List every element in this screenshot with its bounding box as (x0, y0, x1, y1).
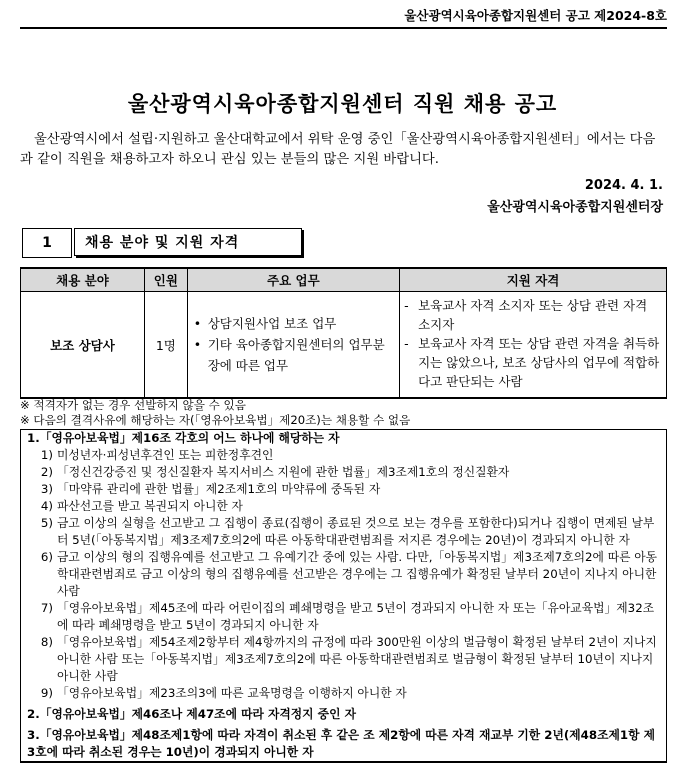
bullet-icon: • (193, 316, 202, 331)
note-no-selection: ※ 적격자가 없는 경우 선발하지 않을 수 있음 (20, 398, 246, 412)
list-item: 9) 「영유아보육법」제23조의3에 따른 교육명령을 이행하지 아니한 자 (40, 686, 407, 700)
job-count: 1명 (144, 292, 187, 399)
list-item: 2) 「정신건강증진 및 정신질환자 복지서비스 지원에 관한 법률」제3조제1호의 정신질환자 (40, 465, 510, 479)
dash-icon: - (404, 298, 409, 313)
job-field: 보조 상담사 (21, 292, 145, 399)
header-qualifications: 지원 자격 (400, 268, 667, 292)
duty-text: 상담지원사업 보조 업무 (207, 316, 337, 331)
list-item (194, 313, 395, 334)
list-item: 4) 파산선고를 받고 복권되지 아니한 자 (40, 499, 243, 513)
header-field: 채용 분야 (21, 268, 145, 292)
job-qualifications (400, 292, 667, 399)
header-divider (20, 27, 667, 29)
duty-text: 기타 육아종합지원센터의 업무분장에 따른 업무 (207, 337, 385, 373)
qualification-text: 보육교사 자격 또는 상담 관련 자격을 취득하지는 않았으나, 보조 상담사의 업무에 적합하다고 판단되는 사람 (418, 336, 660, 389)
list-item (404, 296, 662, 334)
notice-number: 울산광역시육아종합지원센터 공고 제2024-8호 (404, 8, 667, 23)
list-item (194, 334, 395, 376)
section-number: 1 (22, 228, 72, 258)
list-item: 6) 금고 이상의 형의 집행유예를 선고받고 그 유예기간 중에 있는 사람. 다만,「아동복지법」제3조제7호의2에 따른 아동학대관련범죄로 금고 이상의 형의 집행유예를 선고받은 경우에는 그 집행유예가 확정된 날부터 20년이 지나지 아니한 사람 (40, 550, 658, 598)
bullet-icon: • (193, 337, 202, 352)
qualification-text: 보육교사 자격 소지자 또는 상담 관련 자격 소지자 (418, 298, 648, 332)
table-header-row (21, 268, 667, 292)
list-item: 3) 「마약류 관리에 관한 법률」제2조제1호의 마약류에 중독된 자 (40, 482, 381, 496)
notice-date: 2024. 4. 1. (584, 178, 663, 193)
disqualification-box (20, 429, 667, 763)
table-row (21, 292, 667, 399)
note-disqualification: ※ 다음의 결격사유에 해당하는 자(「영유아보육법」제20조)는 채용할 수 없음 (20, 413, 411, 427)
disqualification-group-1: 1.「영유아보육법」제16조 각호의 어느 하나에 해당하는 자 (27, 431, 340, 445)
recruitment-table (20, 267, 667, 399)
list-item: 1) 미성년자·피성년후견인 또는 피한정후견인 (40, 448, 274, 462)
disqualification-group-2: 2.「영유아보육법」제46조나 제47조에 따라 자격정지 중인 자 (27, 707, 356, 721)
list-item: 8) 「영유아보육법」제54조제2항부터 제4항까지의 규정에 따라 300만원 이상의 벌금형이 확정된 날부터 2년이 지나지 아니한 사람 또는「아동복지법」제3조제7호의2에 따른 아동학대관련범죄로 벌금형이 확정된 날부터 10년이 지나지 아니한 사람 (40, 635, 657, 683)
job-duties (187, 292, 399, 399)
page-title: 울산광역시육아종합지원센터 직원 채용 공고 (127, 92, 558, 116)
list-item: 5) 금고 이상의 실형을 선고받고 그 집행이 종료(집행이 종료된 것으로 보는 경우를 포함한다)되거나 집행이 면제된 날부터 5년(「아동복지법」제3조제7호의2에 따른 아동학대관련범죄를 저지른 경우에는 20년)이 경과되지 아니한 자 (40, 516, 655, 547)
intro-paragraph: 울산광역시에서 설립·지원하고 울산대학교에서 위탁 운영 중인「울산광역시육아종합지원센터」에서는 다음과 같이 직원을 채용하고자 하오니 관심 있는 분들의 많은 지원 바랍니다. (20, 132, 656, 167)
list-item: 7) 「영유아보육법」제45조에 따라 어린이집의 폐쇄명령을 받고 5년이 경과되지 아니한 자 또는「유아교육법」제32조에 따라 폐쇄명령을 받고 5년이 경과되지 아니한 자 (40, 601, 655, 632)
dash-icon: - (404, 336, 409, 351)
header-count: 인원 (144, 268, 187, 292)
list-item (404, 334, 662, 391)
section-title: 채용 분야 및 지원 자격 (74, 228, 302, 256)
disqualification-group-3: 3.「영유아보육법」제48조제1항에 따라 자격이 취소된 후 같은 조 제2항에 따른 자격 재교부 기한 2년(제48조제1항 제3호에 따라 취소된 경우는 10년)이 경과되지 아니한 자 (27, 728, 655, 759)
issuing-organization: 울산광역시육아종합지원센터장 (487, 200, 663, 215)
header-duties: 주요 업무 (187, 268, 399, 292)
